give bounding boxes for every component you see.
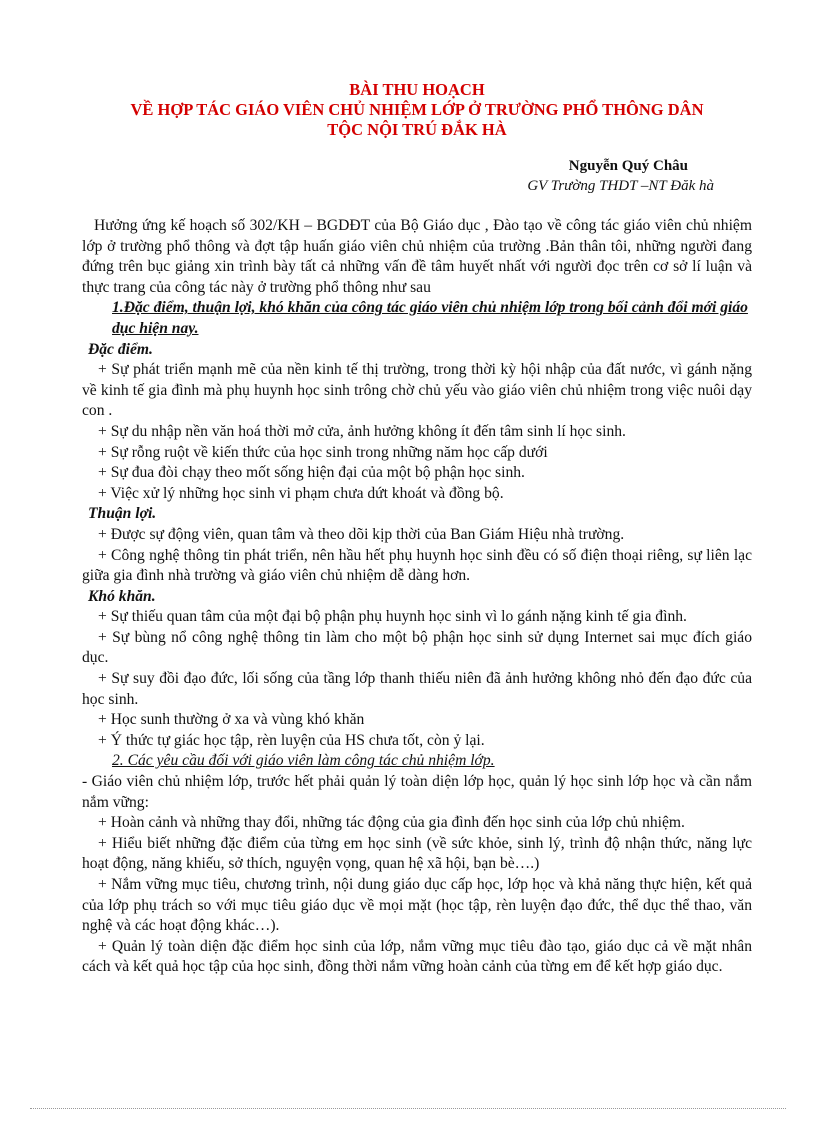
title-line-3: TỘC NỘI TRÚ ĐẮK HÀ xyxy=(327,120,507,139)
kho-khan-heading: Khó khăn. xyxy=(88,587,156,605)
section-1-heading: 1.Đặc điểm, thuận lợi, khó khăn của công tác giáo viên chủ nhiệm lớp trong bối cảnh đổi mới giáo dục hiện nay. xyxy=(112,299,748,337)
list-item: + Học sunh thường ở xa và vùng khó khăn xyxy=(98,711,365,729)
title-line-2: VỀ HỢP TÁC GIÁO VIÊN CHỦ NHIỆM LỚP Ở TRƯỜNG PHỔ THÔNG DÂN xyxy=(130,100,704,119)
page-bottom-divider xyxy=(30,1108,786,1109)
list-item: + Hoàn cảnh và những thay đổi, những tác động của gia đình đến học sinh của lớp chủ nhiệm. xyxy=(98,814,685,832)
list-item: + Nắm vững mục tiêu, chương trình, nội dung giáo dục cấp học, lớp học và khả năng thực hiện, kết quả của lớp phụ trách so với mục tiêu giáo dục về mọi mặt (học tập, rèn luyện đạo đức, thể dục thể thao, văn nghệ và các hoạt động khác…). xyxy=(82,876,752,935)
list-item: + Sự du nhập nền văn hoá thời mở cửa, ảnh hưởng không ít đến tâm sinh lí học sinh. xyxy=(98,422,626,440)
list-item: + Sự rỗng ruột về kiến thức của học sinh trong những năm học cấp dưới xyxy=(98,443,548,461)
list-item: + Việc xử lý những học sinh vi phạm chưa dứt khoát và đồng bộ. xyxy=(98,484,504,502)
title-line-1: BÀI THU HOẠCH xyxy=(349,80,485,99)
section-2-lead: - Giáo viên chủ nhiệm lớp, trước hết phải quản lý toàn diện lớp học, quản lý học sinh lớp học và cần nắm nắm vững: xyxy=(82,773,752,811)
list-item: + Sự suy đồi đạo đức, lối sống của tầng lớp thanh thiếu niên đã ảnh hưởng không nhỏ đến đạo đức của học sinh. xyxy=(82,670,752,708)
list-item: + Quản lý toàn diện đặc điểm học sinh của lớp, nắm vững mục tiêu đào tạo, giáo dục cả về mặt nhân cách và kết quả học tập của học sinh, đồng thời nắm vững hoàn cảnh của từng em để kết hợp giáo dục. xyxy=(82,937,752,976)
author-name: Nguyễn Quý Châu xyxy=(568,158,688,174)
list-item: + Sự thiếu quan tâm của một đại bộ phận phụ huynh học sinh vì lo gánh nặng kinh tế gia đình. xyxy=(98,608,687,626)
list-item: + Công nghệ thông tin phát triển, nên hầu hết phụ huynh học sinh đều có số điện thoại riêng, sự liên lạc giữa gia đình nhà trường và giáo viên chủ nhiệm dễ dàng hơn. xyxy=(82,546,752,585)
author-role: GV Trường THDT –NT Đăk hà xyxy=(527,178,714,194)
list-item: + Sự bùng nổ công nghệ thông tin làm cho một bộ phận học sinh sử dụng Internet sai mục đích giáo dục. xyxy=(82,628,752,667)
list-item: + Ý thức tự giác học tập, rèn luyện của HS chưa tốt, còn ỷ lại. xyxy=(98,731,485,749)
list-item: + Hiểu biết những đặc điểm của từng em học sinh (về sức khỏe, sinh lý, trình độ nhận thức, năng lực hoạt động, năng khiếu, sở thích, nguyện vọng, quan hệ xã hội, bạn bè….) xyxy=(82,834,752,873)
intro-paragraph: Hưởng ứng kế hoạch số 302/KH – BGDĐT của Bộ Giáo dục , Đào tạo về công tác giáo viên chủ nhiệm lớp ở trường phổ thông và đợt tập huấn giáo viên chủ nhiệm của trường .Bản thân tôi, những người đang đứng trên bục giảng xin trình bày tất cả những vấn đề tâm huyết nhất với người đọc trên cơ sở lí luận và thực trang của công tác này ở trường phổ thông như sau xyxy=(82,217,752,296)
list-item: + Được sự động viên, quan tâm và theo dõi kịp thời của Ban Giám Hiệu nhà trường. xyxy=(98,525,625,543)
list-item: + Sự phát triển mạnh mẽ của nền kinh tế thị trường, trong thời kỳ hội nhập của đất nước, vì gánh nặng về kinh tế gia đình mà phụ huynh học sinh trông chờ chủ yếu vào giáo viên chủ nhiệm trong việc nuôi dạy con . xyxy=(82,361,752,420)
section-2-heading: 2. Các yêu cầu đối với giáo viên làm công tác chủ nhiệm lớp. xyxy=(112,752,495,770)
list-item: + Sự đua đòi chạy theo mốt sống hiện đại của một bộ phận học sinh. xyxy=(98,464,525,482)
document-title xyxy=(82,80,752,140)
dac-diem-heading: Đặc điểm. xyxy=(88,340,153,358)
thuan-loi-heading: Thuận lợi. xyxy=(88,505,157,523)
document-page xyxy=(82,80,752,978)
